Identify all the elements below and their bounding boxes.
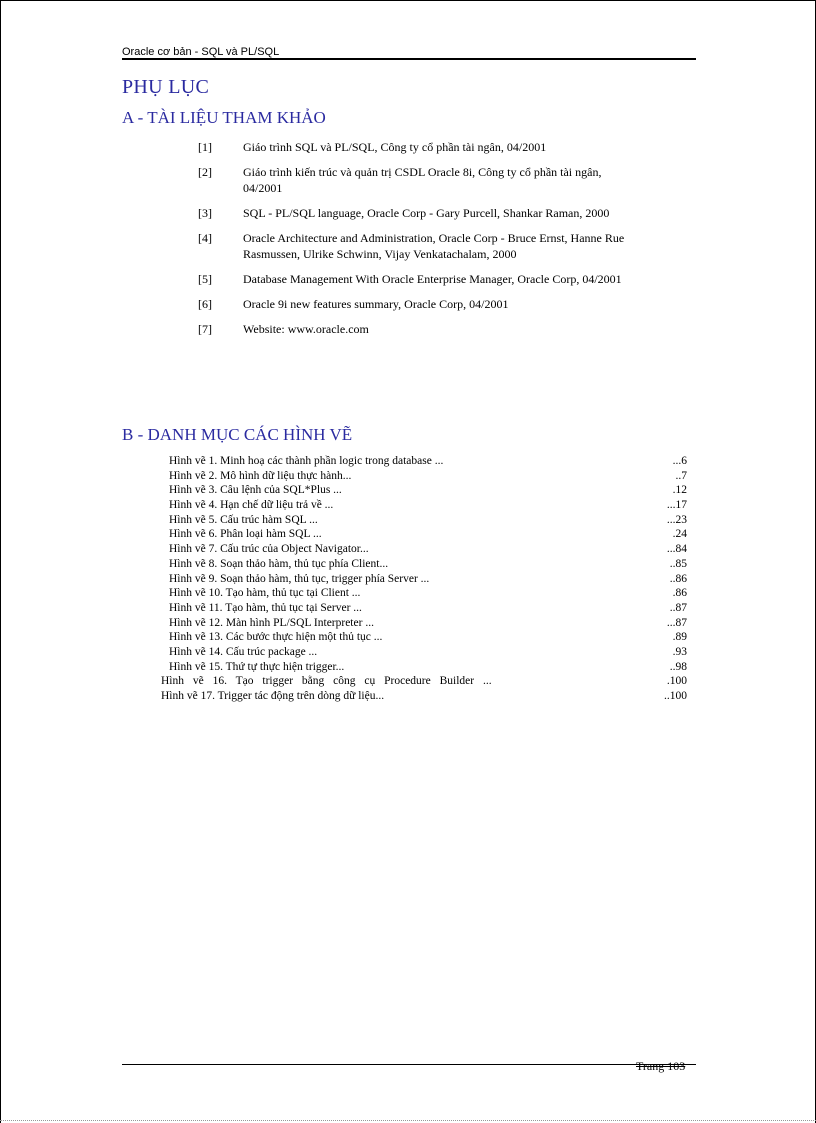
figure-label: Hình vẽ 4. Hạn chế dữ liệu trả về ... [169,499,334,512]
reference-number: [4] [198,231,212,245]
page-border-left [0,0,1,1123]
figure-page: ...17 [666,499,687,512]
figure-page: ...23 [666,513,687,526]
page-title: PHỤ LỤC [122,76,210,98]
figure-page: ..87 [669,601,687,614]
figure-label: Hình vẽ 16. Tạo trigger bằng công cụ Procedure Builder ... [161,675,492,688]
figure-page: .12 [672,484,687,497]
figure-page: ...6 [672,455,687,467]
reference-item [198,164,628,196]
reference-number: [3] [198,206,212,220]
reference-number: [2] [198,165,212,179]
reference-text: Giáo trình SQL và PL/SQL, Công ty cổ phần tài ngân, 04/2001 [243,140,547,154]
figure-label: Hình vẽ 12. Màn hình PL/SQL Interpreter ... [169,616,374,629]
reference-item [198,296,628,312]
reference-item [198,321,628,337]
figure-label: Hình vẽ 8. Soạn thảo hàm, thủ tục phía Client... [169,557,389,570]
figure-page: .24 [672,528,687,541]
reference-item [198,205,628,221]
figure-entry [160,660,690,675]
reference-text: Giáo trình kiến trúc và quản trị CSDL Oracle 8i, Công ty cổ phần tài ngân, 04/2001 [243,165,602,195]
reference-text: Oracle Architecture and Administration, Oracle Corp - Bruce Ernst, Hanne Rue Rasmussen, Ulrike Schwinn, Vijay Venkatachalam, 2000 [243,231,625,261]
figure-label: Hình vẽ 5. Cấu trúc hàm SQL ... [169,513,318,526]
figure-label: Hình vẽ 1. Minh hoạ các thành phần logic trong database ... [169,455,444,467]
figure-page: .86 [672,587,687,600]
figure-page: ..100 [664,690,687,702]
figure-label: Hình vẽ 7. Cấu trúc của Object Navigator... [169,543,369,556]
figure-entry [160,689,690,704]
figure-page: ...84 [666,543,687,556]
reference-text: Oracle 9i new features summary, Oracle Corp, 04/2001 [243,297,509,311]
figure-label: Hình vẽ 14. Cấu trúc package ... [169,645,318,658]
figure-entry [160,601,690,616]
figure-label: Hình vẽ 6. Phân loại hàm SQL ... [169,528,322,541]
figure-page: ..7 [675,469,687,482]
figure-entry [160,674,690,689]
figure-label: Hình vẽ 11. Tạo hàm, thủ tục tại Server ... [169,601,362,614]
figure-page: .100 [666,675,687,688]
footer-rule [122,1064,696,1065]
figure-entry [160,513,690,528]
reference-item [198,271,628,287]
reference-number: [5] [198,272,212,286]
reference-item [198,139,628,155]
figure-entry [160,645,690,660]
reference-item [198,230,628,262]
figure-page: ..86 [669,572,687,585]
figure-label: Hình vẽ 9. Soạn thảo hàm, thủ tục, trigger phía Server ... [169,572,430,585]
figure-page: ..85 [669,557,687,570]
figure-entry [160,616,690,631]
figure-page: .93 [672,645,687,658]
figure-page: ..98 [669,660,687,673]
figure-label: Hình vẽ 15. Thứ tự thực hiện trigger... [169,660,345,673]
section-a-heading: A - TÀI LIỆU THAM KHẢO [122,108,326,127]
reference-text: Database Management With Oracle Enterprise Manager, Oracle Corp, 04/2001 [243,272,622,286]
reference-number: [1] [198,140,212,154]
figure-page: ...87 [666,616,687,629]
figure-page: .89 [672,631,687,644]
figure-label: Hình vẽ 13. Các bước thực hiện một thủ tục ... [169,631,383,644]
header-rule [122,58,696,60]
figure-entry [160,557,690,572]
reference-list [198,139,628,346]
page-border-bottom [0,1120,816,1121]
reference-text: Website: www.oracle.com [243,322,369,336]
figure-label: Hình vẽ 17. Trigger tác động trên dòng dữ liệu... [161,690,385,702]
figure-label: Hình vẽ 3. Câu lệnh của SQL*Plus ... [169,484,342,497]
figure-entry [160,630,690,645]
reference-number: [7] [198,322,212,336]
page-number: Trang 103 [636,1059,686,1073]
running-header: Oracle cơ bản - SQL và PL/SQL [122,46,280,58]
figure-list [160,454,690,704]
page-border-top [0,0,816,1]
figure-entry [160,527,690,542]
reference-text: SQL - PL/SQL language, Oracle Corp - Gary Purcell, Shankar Raman, 2000 [243,206,610,220]
figure-entry [160,454,690,469]
figure-label: Hình vẽ 10. Tạo hàm, thủ tục tại Client ... [169,587,361,600]
figure-entry [160,469,690,484]
reference-number: [6] [198,297,212,311]
figure-label: Hình vẽ 2. Mô hình dữ liệu thực hành... [169,469,352,482]
figure-entry [160,586,690,601]
section-b-heading: B - DANH MỤC CÁC HÌNH VẼ [122,425,353,444]
figure-entry [160,572,690,587]
figure-entry [160,483,690,498]
figure-entry [160,498,690,513]
figure-entry [160,542,690,557]
